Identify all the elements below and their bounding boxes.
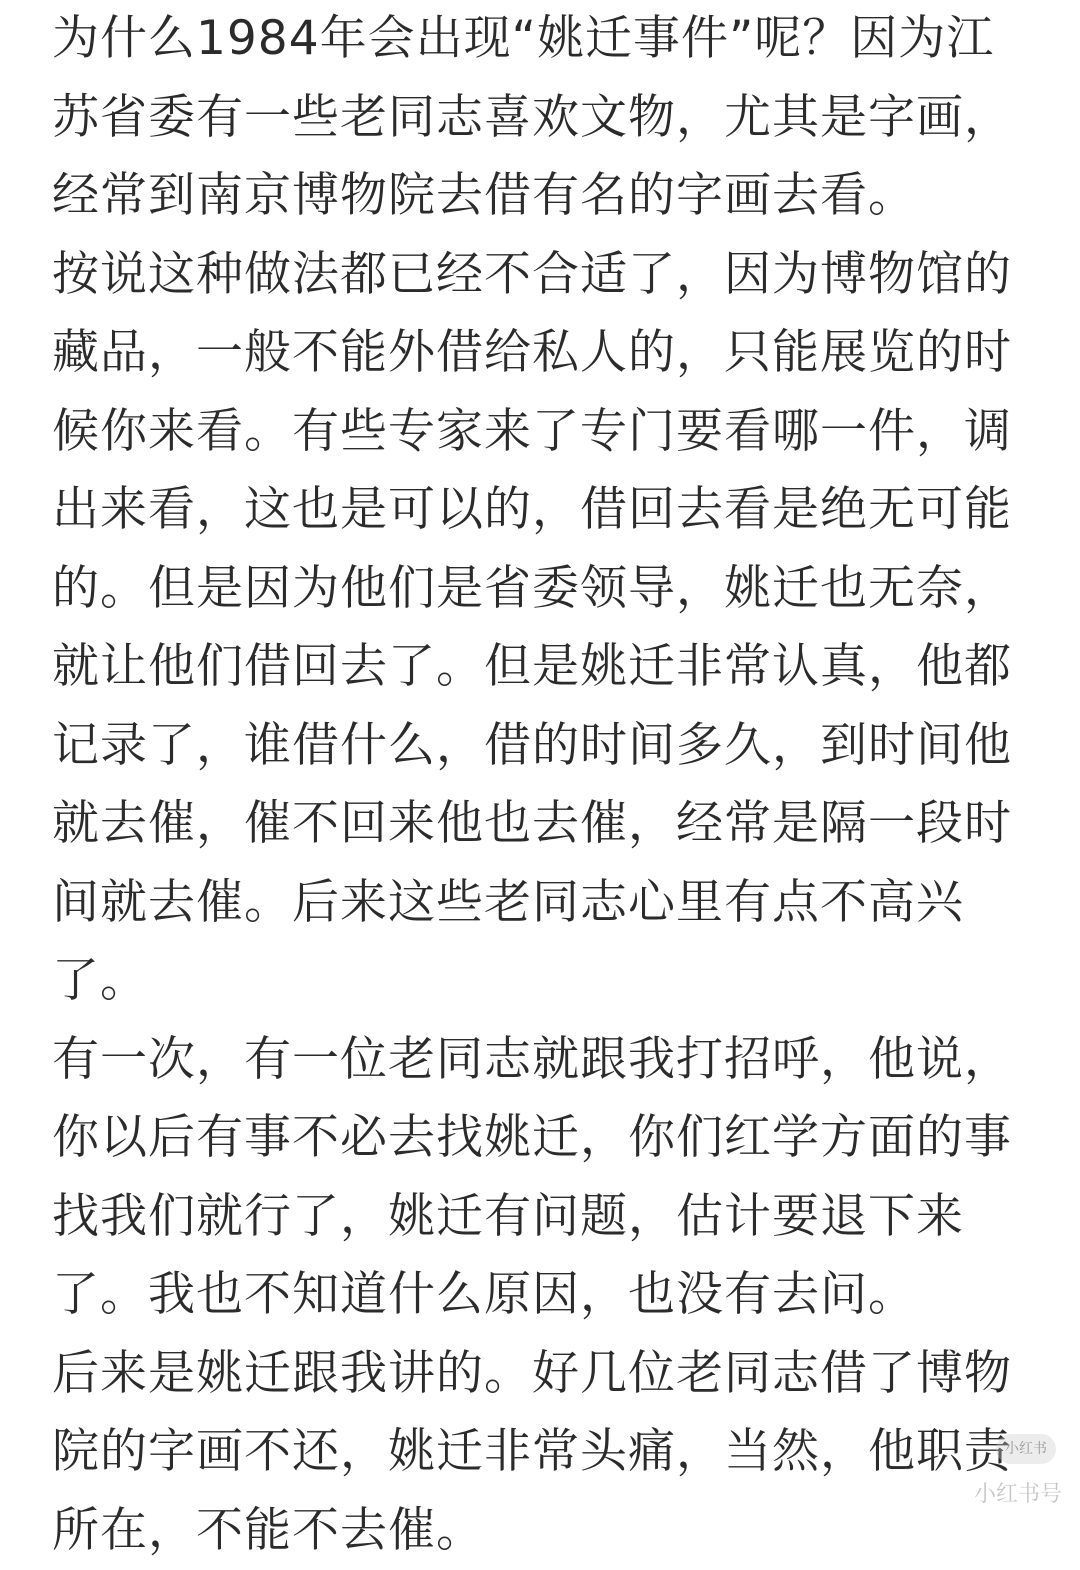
text-line: 就让他们借回去了。但是姚迁非常认真，他都: [52, 628, 1037, 707]
text-line: 出来看，这也是可以的，借回去看是绝无可能: [52, 471, 1037, 550]
text-line: 候你来看。有些专家来了专门要看哪一件，调: [52, 393, 1037, 472]
text-line: 为什么1984年会出现“姚迁事件”呢？因为江: [52, 0, 1037, 79]
text-line: 间就去催。后来这些老同志心里有点不高兴: [52, 864, 1037, 943]
text-line: 所在，不能不去催。: [52, 1492, 1037, 1570]
text-line: 的。但是因为他们是省委领导，姚迁也无奈，: [52, 550, 1037, 629]
text-line: 了。: [52, 942, 1037, 1021]
text-line: 院的字画不还，姚迁非常头痛，当然，他职责: [52, 1413, 1037, 1492]
text-line: 后来是姚迁跟我讲的。好几位老同志借了博物: [52, 1335, 1037, 1414]
document-text: [52, 0, 1037, 1570]
text-line: 有一次，有一位老同志就跟我打招呼，他说，: [52, 1021, 1037, 1100]
watermark-text: 小红书号: [974, 1477, 1062, 1508]
text-line: 了。我也不知道什么原因，也没有去问。: [52, 1256, 1037, 1335]
text-line: 找我们就行了，姚迁有问题，估计要退下来: [52, 1178, 1037, 1257]
text-line: 按说这种做法都已经不合适了，因为博物馆的: [52, 236, 1037, 315]
text-line: 经常到南京博物院去借有名的字画去看。: [52, 157, 1037, 236]
text-line: 苏省委有一些老同志喜欢文物，尤其是字画，: [52, 79, 1037, 158]
text-line: 就去催，催不回来他也去催，经常是隔一段时: [52, 785, 1037, 864]
text-line: 记录了，谁借什么，借的时间多久，到时间他: [52, 707, 1037, 786]
text-line: 你以后有事不必去找姚迁，你们红学方面的事: [52, 1099, 1037, 1178]
watermark-logo: 小红书: [996, 1434, 1056, 1464]
text-line: 藏品，一般不能外借给私人的，只能展览的时: [52, 314, 1037, 393]
